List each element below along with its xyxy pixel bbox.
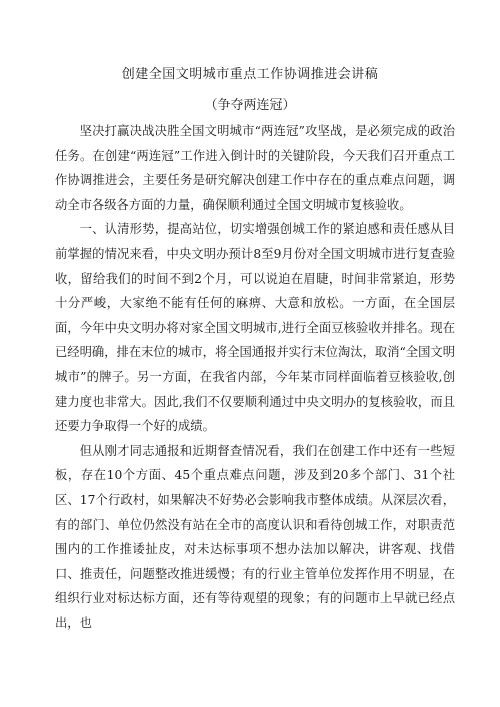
document-title: 创建全国文明城市重点工作协调推进会讲稿 bbox=[121, 67, 379, 82]
paragraph-intro: 坚决打赢决战决胜全国文明城市“两连冠”攻坚战，是必须完成的政治任务。在创建“两连冠”工作进入倒计时的关键阶段，今天我们召开重点工作协调推进会，主要任务是研究解决创建工作中存在的重点难点问题，调动全市各级各方面的力量，确保顺利通过全国文明城市复核验收。 bbox=[55, 124, 455, 212]
document-subtitle: （争夺两连冠） bbox=[204, 98, 296, 113]
paragraph-situation: 一、认清形势，提高站位，切实增强创城工作的紧迫感和责任感从目前掌握的情况来看，中央文明办预计8至9月份对全国文明城市进行复查验收，留给我们的时间不到2个月，可以说迫在眉睫，时间非常紧迫，形势十分严峻，大家绝不能有任何的麻痹、大意和放松。一方面，在全国层面，今年中央文明办将对家全国文明城市,进行全面豆核验收并排名。现在已经明确，排在末位的城市，将全国通报并实行末位淘汰，取消“全国文明城市”的牌子。另一方面，在我省内部，今年某市同样面临着豆核验收,创建力度也非常大。因此,我们不仅要顺利通过中央文明办的复核验收，而且还要力争取得一个好的成绩。 bbox=[55, 222, 455, 434]
document-body bbox=[55, 119, 455, 635]
paragraph-problems: 但从刚才同志通报和近期督查情况看，我们在创建工作中还有一些短板，存在10个方面、45个重点难点问题，涉及到20多个部门、31个社区、17个行政村，如果解决不好势必会影响我市整体成绩。从深层次看，有的部门、单位仍然没有站在全市的高度认识和看待创城工作，对职责范围内的工作推诿扯皮，对未达标事项不想办法加以解决，讲客观、找借口、推责任，问题整改推进缓慢；有的行业主管单位发挥作用不明显，在组织行业对标达标方面，还有等待观望的现象；有的问题市上早就已经点出，也 bbox=[55, 443, 455, 630]
